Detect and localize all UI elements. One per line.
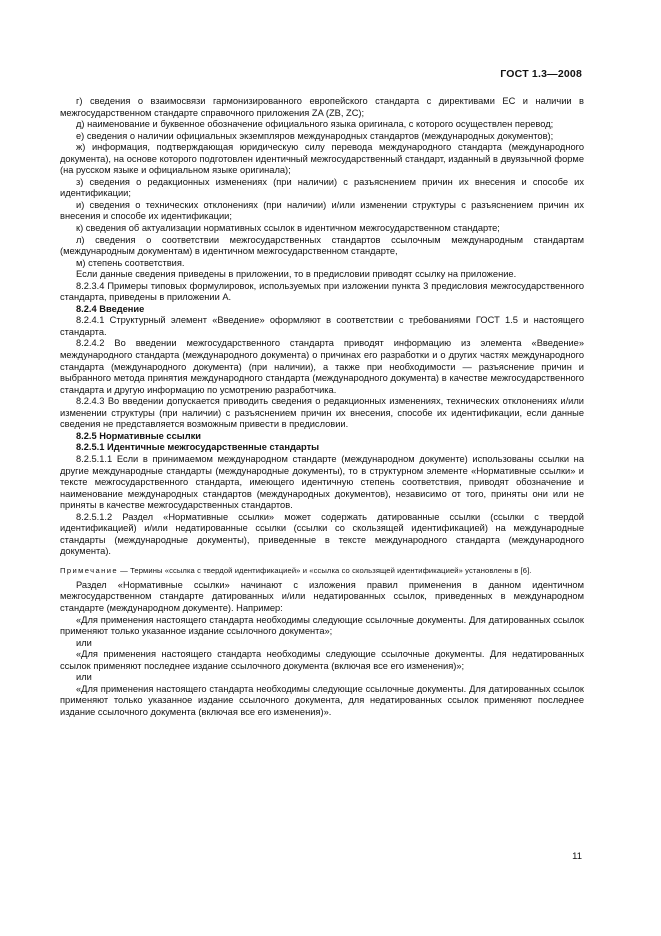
paragraph: 8.2.5.1.1 Если в принимаемом международном стандарте (международном документе) использованы ссылки на другие международные стандарты (международные документы), то в структурном элементе «Нормативные ссылки» и тексте межгосударственного стандарта, имеющего идентичную степень соответствия, приводят обозначение и наименование международных стандартов (международных документов), независимо от того, приняты они или не приняты в качестве межгосударственных стандартов. — [60, 453, 584, 511]
paragraph: или — [76, 672, 92, 683]
paragraph: Раздел «Нормативные ссылки» начинают с изложения правил применения в данном идентичном межгосударственном стандарте датированных и/или недатированных ссылок, приведенных в международном стандарте (международном документе). Например: — [60, 579, 584, 613]
page-header-standard: ГОСТ 1.3—2008 — [500, 68, 582, 80]
paragraph: д) наименование и буквенное обозначение официального языка оригинала, с которого осуществлен перевод; — [76, 119, 554, 130]
paragraph: з) сведения о редакционных изменениях (при наличии) с разъяснением причин их внесения и способе их идентификации; — [60, 176, 584, 199]
paragraph: м) степень соответствия. — [76, 257, 185, 268]
paragraph: к) сведения об актуализации нормативных ссылок в идентичном межгосударственном стандарте; — [76, 223, 500, 234]
note — [60, 565, 584, 576]
paragraph: 8.2.4.3 Во введении допускается приводить сведения о редакционных изменениях, технических отклонениях и/или изменении структуры (при наличии) с разъяснением причин их внесения, способе их идентификации, если данные сведения не представляется возможным привести в предисловии. — [60, 396, 584, 430]
paragraph: Если данные сведения приведены в приложении, то в предисловии приводят ссылку на приложение. — [76, 269, 517, 280]
paragraph: 8.2.3.4 Примеры типовых формулировок, используемых при изложении пункта 3 предисловия межгосударственного стандарта, приведены в приложении А. — [60, 280, 584, 303]
paragraph: или — [76, 637, 92, 648]
page-number: 11 — [572, 851, 582, 862]
page-body — [60, 96, 584, 718]
paragraph-block-main — [60, 96, 584, 558]
paragraph: 8.2.5 Нормативные ссылки — [76, 430, 201, 441]
paragraph: 8.2.5.1.2 Раздел «Нормативные ссылки» может содержать датированные ссылки (ссылки с твердой идентификацией) и/или недатированные ссылки (ссылки со скользящей идентификацией) на международные стандарты (международные документы), приведенные в тексте международного стандарта (международного документа). — [60, 511, 584, 557]
paragraph: ж) информация, подтверждающая юридическую силу перевода международного стандарта (международного документа), на основе которого подготовлен идентичный межгосударственный стандарт, изданный в двуязычной форме (на русском языке и официальном языке оригинала); — [60, 142, 584, 176]
paragraph: и) сведения о технических отклонениях (при наличии) и/или изменении структуры с разъяснением причин их внесения и способе их идентификации; — [60, 199, 584, 222]
note-label: Примечание — [60, 565, 118, 575]
paragraph: 8.2.4.1 Структурный элемент «Введение» оформляют в соответствии с требованиями ГОСТ 1.5 и настоящего стандарта. — [60, 315, 584, 337]
paragraph: г) сведения о взаимосвязи гармонизированного европейского стандарта с директивами ЕС и наличии в межгосударственном стандарте справочного приложения ZA (ZB, ZC); — [60, 96, 584, 118]
paragraph-block-references — [60, 580, 584, 719]
paragraph: 8.2.5.1 Идентичные межгосударственные стандарты — [76, 442, 320, 453]
paragraph: 8.2.4.2 Во введении межгосударственного стандарта приводят информацию из элемента «Введение» международного стандарта (международного документа) о причинах его разработки и о других частях международного стандарта (международного документа) (при наличии), а также при необходимости — разъяснение причин и выбранного метода принятия международного стандарта (международного документа) в качестве межгосударственного стандарта и другую информацию по усмотрению разработчика. — [60, 338, 584, 395]
paragraph: е) сведения о наличии официальных экземпляров международных стандартов (международных документов); — [76, 130, 554, 141]
note-text: — Термины «ссылка с твердой идентификацией» и «ссылка со скользящей идентификацией» установлены в [6]. — [120, 565, 532, 575]
paragraph: л) сведения о соответствии межгосударственных стандартов ссылочным международным стандартам (международным документам) в идентичном межгосударственном стандарте, — [60, 234, 584, 257]
paragraph: «Для применения настоящего стандарта необходимы следующие ссылочные документы. Для недатированных ссылок применяют последнее издание ссылочного документа (включая все его изменения)»; — [60, 649, 584, 671]
paragraph: «Для применения настоящего стандарта необходимы следующие ссылочные документы. Для датированных ссылок применяют только указанное издание ссылочного документа, для недатированных ссылок применяют последнее издание ссылочного документа (включая все его изменения)». — [60, 683, 584, 717]
paragraph: «Для применения настоящего стандарта необходимы следующие ссылочные документы. Для датированных ссылок применяют только указанное издание ссылочного документа»; — [60, 614, 584, 637]
paragraph: 8.2.4 Введение — [76, 303, 145, 314]
